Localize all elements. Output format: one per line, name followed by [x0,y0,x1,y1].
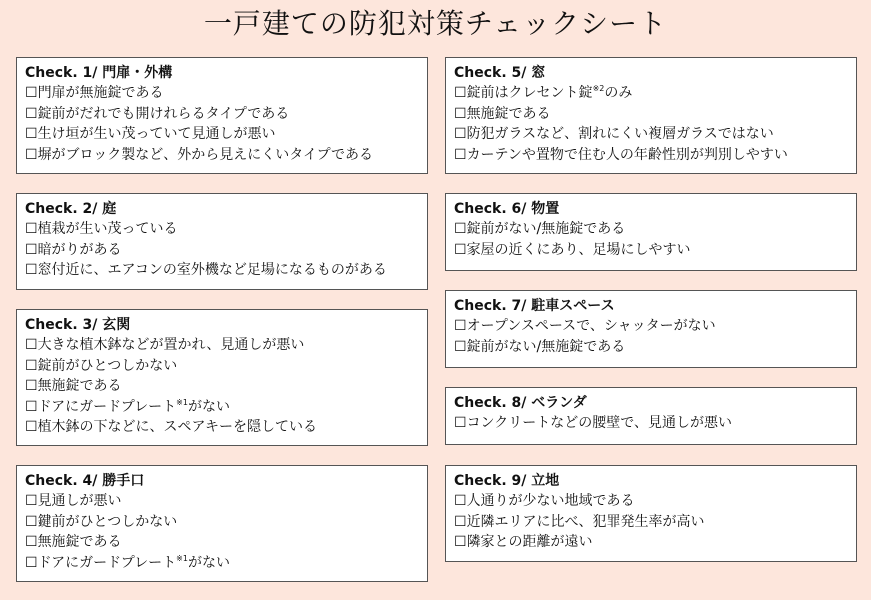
checklist-item [454,83,848,104]
checkbox-icon[interactable]: ☐ [25,554,38,571]
checklist-item [25,376,419,397]
checkbox-icon[interactable]: ☐ [25,378,38,395]
item-text: 暗がりがある [37,241,122,258]
item-text-after: がない [187,554,230,571]
checkbox-icon[interactable]: ☐ [25,126,38,143]
checkbox-icon[interactable]: ☐ [25,357,38,374]
item-text: 生け垣が生い茂っていて見通しが悪い [37,126,276,143]
checkbox-icon[interactable]: ☐ [25,262,38,279]
checkbox-icon[interactable]: ☐ [454,146,467,163]
checkbox-icon[interactable]: ☐ [25,337,38,353]
item-text: 錠前がだれでも開けれらるタイプである [37,105,290,122]
checkbox-icon[interactable]: ☐ [25,241,38,258]
item-text: 窓付近に、エアコンの室外機など足場になるものがある [37,262,387,279]
checklist-item [25,335,419,356]
checklist-item [25,532,419,553]
checkbox-icon[interactable]: ☐ [25,85,38,101]
checkbox-icon[interactable]: ☐ [454,318,467,334]
item-text: 鍵前がひとつしかない [37,513,178,530]
check-card-9 [445,465,857,562]
item-text: 隣家との距離が遠い [466,534,593,551]
item-text: 門扉が無施錠である [37,85,164,101]
checklist-item [25,491,419,512]
checklist-item [25,553,419,574]
item-text: 無施錠である [37,534,122,551]
item-text: 錠前はクレセント錠 [466,85,593,101]
checklist-item [25,512,419,533]
checklist-item [454,491,848,512]
checklist-item [454,219,848,240]
card-title: Check. 7/ 駐車スペース [454,298,615,314]
item-text: 塀がブロック製など、外から見えにくいタイプである [37,146,374,163]
footnote-marker: ※2 [592,84,605,93]
item-text: 近隣エリアに比べ、犯罪発生率が高い [466,513,705,530]
check-card-4 [16,465,428,582]
checklist-item [25,260,419,281]
checkbox-icon[interactable]: ☐ [454,105,467,122]
checklist-item [454,316,848,337]
checklist-item [454,145,848,166]
checklist-item [25,104,419,125]
item-text: 大きな植木鉢などが置かれ、見通しが悪い [37,337,305,353]
check-card-8 [445,387,857,445]
checklist-item [454,124,848,145]
footnote-marker: ※1 [176,553,188,563]
checkbox-icon[interactable]: ☐ [25,534,38,551]
card-title: Check. 3/ 玄関 [25,317,131,333]
checkbox-icon[interactable]: ☐ [25,105,38,122]
checklist-item [454,512,848,533]
checkbox-icon[interactable]: ☐ [454,513,467,530]
checklist-item [25,83,419,104]
checklist-item [454,240,848,261]
checklist-item [25,240,419,261]
item-text: 家屋の近くにあり、足場にしやすい [466,241,691,258]
item-text: 錠前がない/無施錠である [466,338,626,355]
checklist-item [25,397,419,418]
item-text: 見通しが悪い [37,493,122,509]
checkbox-icon[interactable]: ☐ [25,419,38,436]
item-text-after: がない [187,398,230,415]
card-title: Check. 2/ 庭 [25,201,117,217]
checkbox-icon[interactable]: ☐ [25,398,38,415]
checklist-item [454,337,848,358]
item-text: オープンスペースで、シャッターがない [466,318,716,334]
item-text: ドアにガードプレート [37,398,177,415]
item-text: コンクリートなどの腰壁で、見通しが悪い [466,415,733,431]
checklist-item [454,532,848,553]
checkbox-icon[interactable]: ☐ [454,85,467,101]
card-title: Check. 9/ 立地 [454,473,560,489]
card-title: Check. 1/ 門扉・外構 [25,65,173,81]
item-text: 錠前がない/無施錠である [466,221,626,237]
item-text: 植木鉢の下などに、スペアキーを隠している [37,419,318,436]
checkbox-icon[interactable]: ☐ [454,221,467,237]
item-text: 錠前がひとつしかない [37,357,178,374]
checklist-item [25,356,419,377]
checkbox-icon[interactable]: ☐ [25,146,38,163]
item-text: ドアにガードプレート [37,554,177,571]
check-card-2 [16,193,428,290]
check-card-6 [445,193,857,271]
checklist-item [454,104,848,125]
page-title: 一戸建ての防犯対策チェックシート [203,7,668,40]
checkbox-icon[interactable]: ☐ [454,338,467,355]
checkbox-icon[interactable]: ☐ [25,221,38,237]
item-text: 無施錠である [37,378,122,395]
item-text: 植栽が生い茂っている [37,221,178,237]
checklist-item [25,124,419,145]
checkbox-icon[interactable]: ☐ [454,241,467,258]
item-text: 人通りが少ない地域である [466,493,635,509]
card-title: Check. 8/ ベランダ [454,395,587,411]
checklist-item [25,417,419,438]
checklist-item [25,219,419,240]
checkbox-icon[interactable]: ☐ [454,415,467,431]
check-card-7 [445,290,857,368]
checklist-item [25,145,419,166]
check-card-3 [16,309,428,446]
card-title: Check. 6/ 物置 [454,201,560,217]
check-card-1 [16,57,428,174]
checkbox-icon[interactable]: ☐ [454,126,467,143]
checkbox-icon[interactable]: ☐ [25,513,38,530]
card-title: Check. 4/ 勝手口 [25,473,145,489]
item-text: 防犯ガラスなど、割れにくい複層ガラスではない [466,126,774,143]
footnote-marker: ※1 [176,397,188,407]
checkbox-icon[interactable]: ☐ [454,534,467,551]
check-card-5 [445,57,857,174]
item-text: 無施錠である [466,105,551,122]
item-text: カーテンや置物で住む人の年齢性別が判別しやすい [466,146,788,163]
item-text-after: のみ [604,85,633,101]
checklist-item [454,413,848,434]
checkbox-icon[interactable]: ☐ [25,493,38,509]
checkbox-icon[interactable]: ☐ [454,493,467,509]
card-title: Check. 5/ 窓 [454,65,546,81]
